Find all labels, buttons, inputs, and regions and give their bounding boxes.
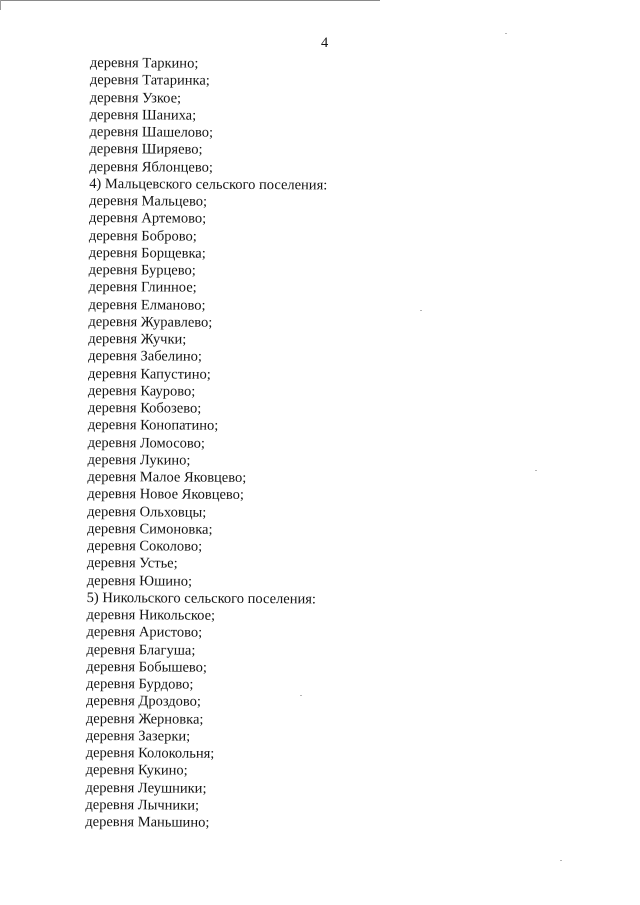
section-heading: 4) Мальцевского сельского поселения: [89,175,328,194]
list-item: деревня Бурдово; [86,675,194,693]
list-item: деревня Бобышево; [86,658,208,676]
list-item: деревня Симоновка; [87,520,213,538]
list-item: деревня Артемово; [88,210,207,227]
list-item: деревня Мальцево; [89,192,208,210]
scan-speck [560,860,562,861]
list-item: деревня Ольховцы; [87,503,207,521]
section-heading: 5) Никольского сельского поселения: [86,589,317,608]
list-item: деревня Конопатино; [87,417,219,435]
list-item: деревня Шаниха; [89,106,197,124]
list-item: деревня Жерновка; [85,710,204,728]
list-item: деревня Колокольня; [85,744,215,762]
list-item: деревня Узкое; [89,89,182,107]
scan-speck [505,33,507,34]
list-item: деревня Новое Яковцево; [87,486,245,504]
list-item: деревня Таркино; [89,55,199,72]
settlement-list [85,55,510,834]
list-item: деревня Яблонцево; [89,158,213,176]
list-item: деревня Кукино; [85,762,188,779]
scan-left-edge [0,0,1,10]
list-item: деревня Шашелово; [89,123,214,141]
list-item: деревня Аристово; [86,624,203,641]
list-item: деревня Благуша; [86,641,196,659]
list-item: деревня Борщевка; [88,244,206,262]
list-item: деревня Устье; [86,555,178,572]
list-item: деревня Каурово; [87,382,196,400]
list-item: деревня Забелино; [88,348,202,365]
list-item: деревня Жучки; [88,330,187,348]
list-item: деревня Капустино; [88,365,211,383]
list-item: деревня Кобозево; [87,399,202,417]
list-item: деревня Лычники; [85,796,200,814]
list-item: деревня Татаринка; [89,72,210,89]
list-item: деревня Лукино; [87,451,191,469]
list-item: деревня Ломосово; [87,434,206,452]
list-item: деревня Боброво; [88,227,197,245]
list-item: деревня Малое Яковцево; [87,468,247,486]
list-item: деревня Ширяево; [89,141,203,158]
list-item: деревня Зазерки; [85,727,191,745]
list-item: деревня Соколово; [86,537,203,555]
scan-top-edge [0,0,380,1]
list-item: деревня Журавлево; [88,313,213,331]
list-item: деревня Юшино; [86,572,193,590]
list-item: деревня Маньшино; [85,813,210,831]
list-item: деревня Елманово; [88,296,206,314]
list-item: деревня Никольское; [86,606,216,624]
scan-speck [535,470,537,471]
page-number: 4 [321,35,329,51]
list-item: деревня Дроздово; [86,693,202,710]
list-item: деревня Глинное; [88,279,197,296]
list-item: деревня Бурцево; [88,261,196,279]
list-item: деревня Леушники; [85,779,207,797]
